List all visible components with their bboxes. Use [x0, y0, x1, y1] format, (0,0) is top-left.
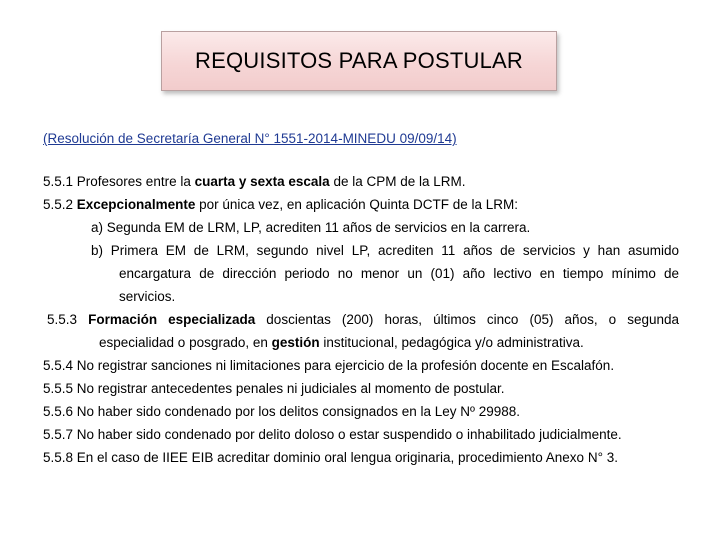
requirement-5-5-4: 5.5.4 No registrar sanciones ni limitaciones para ejercicio de la profesión docente en Escalafón. [43, 358, 615, 373]
requirement-text: 5.5.2 [43, 197, 77, 212]
requirement-5-5-5: 5.5.5 No registrar antecedentes penales ni judiciales al momento de postular. [43, 381, 505, 396]
requirement-5-5-2-b-end: servicios. [119, 289, 176, 304]
requirement-5-5-3-cont [43, 331, 679, 354]
requirement-5-5-7: 5.5.7 No haber sido condenado por delito doloso o estar suspendido o inhabilitado judicialmente. [43, 427, 622, 442]
requirement-5-5-2-a: a) Segunda EM de LRM, LP, acrediten 11 años de servicios en la carrera. [91, 220, 531, 235]
requirements-list [43, 170, 679, 469]
requirement-5-5-8: 5.5.8 En el caso de IIEE EIB acreditar dominio oral lengua originaria, procedimiento Anexo N° 3. [43, 450, 618, 465]
requirement-emphasis: Formación especializada [88, 312, 256, 327]
requirement-emphasis: gestión [271, 335, 320, 350]
requirement-text: 5.5.3 [47, 312, 89, 327]
page-title: REQUISITOS PARA POSTULAR [195, 48, 523, 73]
title-box [161, 31, 557, 91]
resolution-reference: (Resolución de Secretaría General N° 1551-2014-MINEDU 09/09/14) [43, 131, 457, 146]
requirement-5-5-2-b: b) Primera EM de LRM, segundo nivel LP, acrediten 11 años de servicios y han asumido [91, 243, 679, 258]
requirement-5-5-2-b-cont: encargatura de dirección periodo no menor un (01) año lectivo en tiempo mínimo de [119, 266, 679, 281]
requirement-5-5-6: 5.5.6 No haber sido condenado por los delitos consignados en la Ley Nº 29988. [43, 404, 521, 419]
requirement-text: especialidad o posgrado, en [99, 335, 272, 350]
requirement-emphasis: Excepcionalmente [76, 197, 196, 212]
requirement-text: de la CPM de la LRM. [329, 174, 466, 189]
requirement-5-5-2 [43, 193, 679, 216]
requirement-text: 5.5.1 Profesores entre la [43, 174, 195, 189]
requirement-5-5-3 [43, 308, 679, 331]
requirement-text: institucional, pedagógica y/o administrativa. [319, 335, 584, 350]
requirement-emphasis: cuarta y sexta escala [194, 174, 330, 189]
requirement-5-5-1 [43, 170, 679, 193]
requirement-text: doscientas (200) horas, últimos cinco (05) años, o segunda [255, 312, 680, 327]
requirement-text: por única vez, en aplicación Quinta DCTF de la LRM: [195, 197, 518, 212]
